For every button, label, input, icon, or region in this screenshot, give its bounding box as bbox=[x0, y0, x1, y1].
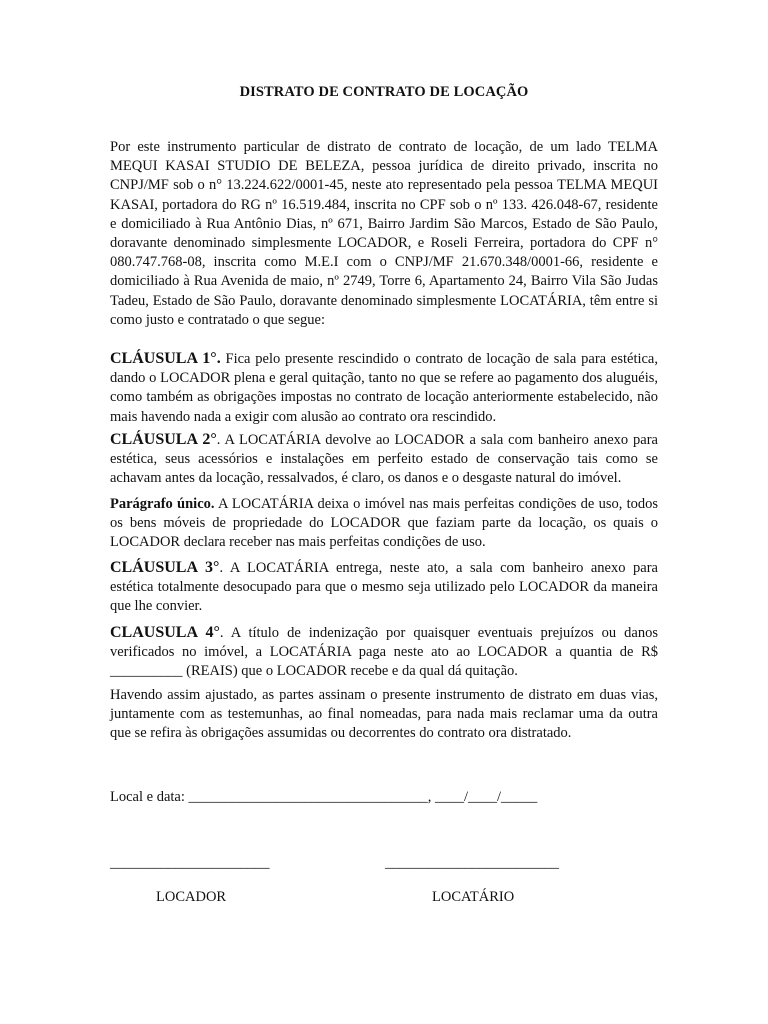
paragrafo-unico-heading: Parágrafo único. bbox=[110, 496, 215, 512]
signatory-label-locador: LOCADOR bbox=[156, 889, 227, 905]
paragrafo-unico bbox=[110, 495, 658, 553]
clause-2-heading: CLÁUSULA 2° bbox=[110, 431, 217, 448]
clause-1-heading: CLÁUSULA 1°. bbox=[110, 350, 221, 367]
signatory-label-locatario: LOCATÁRIO bbox=[432, 889, 515, 905]
clause-1 bbox=[110, 349, 658, 427]
clause-3 bbox=[110, 558, 658, 617]
intro-paragraph: Por este instrumento particular de distrato de contrato de locação, de um lado TELMA MEQUI KASAI STUDIO DE BELEZA, pessoa jurídica de direito privado, inscrita no CNPJ/MF sob o n° 13.224.622/0001-45, neste ato representado pela pessoa TELMA MEQUI KASAI, portadora do RG nº 16.519.484, inscrita no CPF sob o nº 133. 426.048-67, residente e domiciliado à Rua Antônio Dias, nº 671, Bairro Jardim São Marcos, Estado de São Paulo, doravante denominado simplesmente LOCADOR, e Roseli Ferreira, portadora do CPF n° 080.747.768-08, inscrita como M.E.I com o CNPJ/MF 21.670.348/0001-66, residente e domiciliado à Rua Avenida de maio, nº 2749, Torre 6, Apartamento 24, Bairro Vila São Judas Tadeu, Estado de São Paulo, doravante denominado simplesmente LOCATÁRIA, têm entre si como justo e contratado o que segue: bbox=[110, 139, 658, 328]
clause-2-text: . A LOCATÁRIA devolve ao LOCADOR a sala com banheiro anexo para estética, seus acessórios e instalações em perfeito estado de conservação tais como se achavam antes da locação, ressalvados, é claro, os danos e o desgaste natural do imóvel. bbox=[110, 432, 658, 487]
local-and-date-line: Local e data: _________________________________, ____/____/_____ bbox=[110, 789, 538, 805]
signature-line-locador: ______________________ bbox=[110, 855, 270, 871]
clause-4 bbox=[110, 623, 658, 682]
clause-3-text: . A LOCATÁRIA entrega, neste ato, a sala com banheiro anexo para estética totalmente desocupado para que o mesmo seja utilizado pelo LOCADOR da maneira que lhe convier. bbox=[110, 560, 658, 615]
clause-2 bbox=[110, 430, 658, 489]
paragrafo-unico-text: A LOCATÁRIA deixa o imóvel nas mais perfeitas condições de uso, todos os bens móveis de propriedade do LOCADOR que faziam parte da locação, os quais o LOCADOR declara receber nas mais perfeitas condições de uso. bbox=[110, 496, 658, 551]
clause-4-text: . A título de indenização por quaisquer eventuais prejuízos ou danos verificados no imóvel, a LOCATÁRIA paga neste ato ao LOCADOR a quantia de R$ __________ (REAIS) que o LOCADOR recebe e da qual dá quitação. bbox=[110, 625, 659, 680]
document-title: DISTRATO DE CONTRATO DE LOCAÇÃO bbox=[239, 84, 529, 100]
clause-3-heading: CLÁUSULA 3° bbox=[110, 559, 220, 576]
signature-line-locatario: ________________________ bbox=[385, 855, 559, 871]
clause-4-heading: CLAUSULA 4° bbox=[110, 624, 220, 641]
clause-1-text: Fica pelo presente rescindido o contrato de locação de sala para estética, dando o LOCADOR plena e geral quitação, tanto no que se refere ao pagamento dos aluguéis, como também as obrigações impostas no contrato de locação anteriormente estabelecido, não mais havendo nada a exigir com alusão ao contrato ora rescindido. bbox=[110, 351, 658, 425]
closing-paragraph: Havendo assim ajustado, as partes assinam o presente instrumento de distrato em duas vias, juntamente com as testemunhas, ao final nomeadas, para nada mais reclamar uma da outra que se refira às obrigações assumidas ou decorrentes do contrato ora distratado. bbox=[110, 687, 658, 742]
